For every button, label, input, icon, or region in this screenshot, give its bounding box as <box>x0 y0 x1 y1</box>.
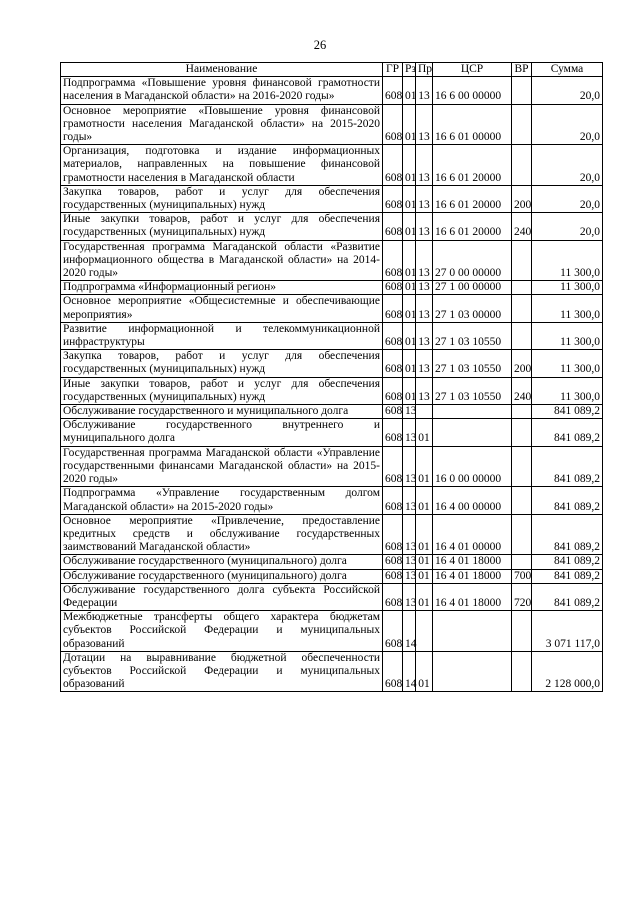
cell-gr: 608 <box>383 514 403 555</box>
cell-gr: 608 <box>383 104 403 145</box>
cell-csr: 27 0 00 00000 <box>433 240 512 281</box>
cell-pr: 01 <box>416 583 433 610</box>
cell-csr: 16 6 01 20000 <box>433 145 512 186</box>
cell-gr: 608 <box>383 377 403 404</box>
cell-pr: 01 <box>416 446 433 487</box>
header-rz: Рз <box>403 63 416 77</box>
cell-gr: 608 <box>383 350 403 377</box>
table-row <box>61 295 603 322</box>
header-vr: ВР <box>512 63 532 77</box>
table-row <box>61 281 603 295</box>
cell-rz: 13 <box>403 583 416 610</box>
header-pr: Пр <box>416 63 433 77</box>
table-header <box>61 63 603 77</box>
cell-gr: 608 <box>383 419 403 446</box>
cell-rz: 01 <box>403 213 416 240</box>
cell-rz: 01 <box>403 185 416 212</box>
table-row <box>61 487 603 514</box>
cell-vr <box>512 77 532 104</box>
cell-sum: 11 300,0 <box>532 240 603 281</box>
cell-vr <box>512 104 532 145</box>
cell-name: Развитие информационной и телекоммуникационной инфраструктуры <box>61 322 383 349</box>
cell-csr: 16 6 01 00000 <box>433 104 512 145</box>
table-row <box>61 555 603 569</box>
cell-sum: 11 300,0 <box>532 350 603 377</box>
cell-sum: 841 089,2 <box>532 446 603 487</box>
table-row <box>61 419 603 446</box>
cell-name: Основное мероприятие «Общесистемные и обеспечивающие мероприятия» <box>61 295 383 322</box>
cell-csr <box>433 611 512 652</box>
cell-sum: 3 071 117,0 <box>532 611 603 652</box>
table-row <box>61 611 603 652</box>
cell-pr: 13 <box>416 350 433 377</box>
table-row <box>61 583 603 610</box>
cell-gr: 608 <box>383 281 403 295</box>
cell-vr <box>512 240 532 281</box>
cell-csr: 27 1 03 10550 <box>433 377 512 404</box>
cell-gr: 608 <box>383 145 403 186</box>
cell-csr: 27 1 03 10550 <box>433 322 512 349</box>
cell-csr: 16 6 01 20000 <box>433 213 512 240</box>
cell-csr: 16 4 01 00000 <box>433 514 512 555</box>
header-gr: ГР <box>383 63 403 77</box>
cell-rz: 13 <box>403 555 416 569</box>
table-row <box>61 213 603 240</box>
table-row <box>61 377 603 404</box>
cell-rz: 13 <box>403 419 416 446</box>
cell-pr: 13 <box>416 322 433 349</box>
cell-gr: 608 <box>383 405 403 419</box>
cell-vr <box>512 514 532 555</box>
cell-pr: 13 <box>416 213 433 240</box>
table-row <box>61 446 603 487</box>
budget-table <box>60 62 603 692</box>
cell-gr: 608 <box>383 322 403 349</box>
cell-gr: 608 <box>383 583 403 610</box>
cell-csr: 16 4 01 18000 <box>433 569 512 583</box>
cell-pr: 01 <box>416 569 433 583</box>
cell-gr: 608 <box>383 555 403 569</box>
cell-rz: 01 <box>403 350 416 377</box>
cell-rz: 01 <box>403 295 416 322</box>
cell-vr: 240 <box>512 213 532 240</box>
cell-rz: 13 <box>403 514 416 555</box>
cell-sum: 841 089,2 <box>532 583 603 610</box>
cell-vr: 200 <box>512 350 532 377</box>
cell-sum: 20,0 <box>532 213 603 240</box>
cell-pr: 13 <box>416 104 433 145</box>
cell-sum: 11 300,0 <box>532 377 603 404</box>
cell-gr: 608 <box>383 240 403 281</box>
cell-vr <box>512 487 532 514</box>
cell-name: Межбюджетные трансферты общего характера бюджетам субъектов Российской Федерации и муниципальных образований <box>61 611 383 652</box>
cell-name: Государственная программа Магаданской области «Управление государственными финансами Магаданской области» на 2015-2020 годы» <box>61 446 383 487</box>
cell-name: Обслуживание государственного (муниципального) долга <box>61 569 383 583</box>
cell-gr: 608 <box>383 446 403 487</box>
cell-csr: 16 0 00 00000 <box>433 446 512 487</box>
cell-csr: 16 4 00 00000 <box>433 487 512 514</box>
cell-rz: 01 <box>403 77 416 104</box>
cell-sum: 841 089,2 <box>532 487 603 514</box>
cell-csr: 27 1 00 00000 <box>433 281 512 295</box>
cell-sum: 841 089,2 <box>532 514 603 555</box>
cell-gr: 608 <box>383 213 403 240</box>
cell-sum: 11 300,0 <box>532 281 603 295</box>
cell-gr: 608 <box>383 569 403 583</box>
cell-vr <box>512 419 532 446</box>
cell-rz: 13 <box>403 487 416 514</box>
cell-gr: 608 <box>383 295 403 322</box>
cell-pr: 13 <box>416 240 433 281</box>
cell-pr: 13 <box>416 377 433 404</box>
cell-vr <box>512 611 532 652</box>
table-row <box>61 145 603 186</box>
cell-vr: 240 <box>512 377 532 404</box>
cell-name: Подпрограмма «Управление государственным долгом Магаданской области» на 2015-2020 годы» <box>61 487 383 514</box>
cell-pr: 13 <box>416 185 433 212</box>
cell-vr <box>512 281 532 295</box>
cell-sum: 20,0 <box>532 77 603 104</box>
cell-sum: 20,0 <box>532 185 603 212</box>
cell-rz: 13 <box>403 569 416 583</box>
cell-rz: 01 <box>403 377 416 404</box>
cell-vr <box>512 405 532 419</box>
cell-csr <box>433 405 512 419</box>
cell-name: Организация, подготовка и издание информационных материалов, направленных на повышение финансовой грамотности населения в Магаданской области <box>61 145 383 186</box>
cell-name: Иные закупки товаров, работ и услуг для обеспечения государственных (муниципальных) нужд <box>61 377 383 404</box>
cell-pr <box>416 405 433 419</box>
cell-rz: 14 <box>403 611 416 652</box>
cell-pr: 13 <box>416 145 433 186</box>
cell-rz: 01 <box>403 104 416 145</box>
cell-pr: 13 <box>416 281 433 295</box>
cell-pr: 13 <box>416 77 433 104</box>
cell-gr: 608 <box>383 77 403 104</box>
cell-csr: 16 6 00 00000 <box>433 77 512 104</box>
cell-name: Обслуживание государственного долга субъекта Российской Федерации <box>61 583 383 610</box>
cell-csr <box>433 419 512 446</box>
table-row <box>61 322 603 349</box>
cell-name: Закупка товаров, работ и услуг для обеспечения государственных (муниципальных) нужд <box>61 185 383 212</box>
table-row <box>61 104 603 145</box>
cell-name: Подпрограмма «Повышение уровня финансовой грамотности населения в Магаданской области» на 2016-2020 годы» <box>61 77 383 104</box>
cell-name: Основное мероприятие «Повышение уровня финансовой грамотности населения Магаданской области» на 2015-2020 годы» <box>61 104 383 145</box>
cell-csr: 27 1 03 00000 <box>433 295 512 322</box>
cell-rz: 01 <box>403 322 416 349</box>
table-row <box>61 77 603 104</box>
table-row <box>61 569 603 583</box>
cell-rz: 13 <box>403 405 416 419</box>
cell-csr: 16 4 01 18000 <box>433 555 512 569</box>
cell-vr <box>512 145 532 186</box>
cell-csr: 16 6 01 20000 <box>433 185 512 212</box>
page-number: 26 <box>313 38 327 52</box>
cell-csr: 16 4 01 18000 <box>433 583 512 610</box>
cell-name: Дотации на выравнивание бюджетной обеспеченности субъектов Российской Федерации и муниципальных образований <box>61 651 383 692</box>
table-row <box>61 405 603 419</box>
cell-name: Обслуживание государственного и муниципального долга <box>61 405 383 419</box>
cell-gr: 608 <box>383 185 403 212</box>
cell-sum: 20,0 <box>532 104 603 145</box>
cell-pr: 01 <box>416 555 433 569</box>
table-row <box>61 514 603 555</box>
cell-sum: 841 089,2 <box>532 405 603 419</box>
cell-vr: 700 <box>512 569 532 583</box>
cell-name: Подпрограмма «Информационный регион» <box>61 281 383 295</box>
cell-sum: 20,0 <box>532 145 603 186</box>
header-csr: ЦСР <box>433 63 512 77</box>
header-sum: Сумма <box>532 63 603 77</box>
cell-sum: 841 089,2 <box>532 555 603 569</box>
cell-rz: 01 <box>403 281 416 295</box>
cell-pr: 13 <box>416 295 433 322</box>
cell-gr: 608 <box>383 487 403 514</box>
cell-pr: 01 <box>416 487 433 514</box>
cell-name: Обслуживание государственного внутреннего и муниципального долга <box>61 419 383 446</box>
table-row <box>61 651 603 692</box>
cell-vr <box>512 555 532 569</box>
table-row <box>61 350 603 377</box>
cell-vr <box>512 322 532 349</box>
cell-sum: 841 089,2 <box>532 569 603 583</box>
cell-name: Обслуживание государственного (муниципального) долга <box>61 555 383 569</box>
header-name: Наименование <box>61 63 383 77</box>
cell-vr <box>512 651 532 692</box>
table-row <box>61 185 603 212</box>
cell-rz: 01 <box>403 145 416 186</box>
cell-vr <box>512 295 532 322</box>
table-row <box>61 240 603 281</box>
cell-pr: 01 <box>416 514 433 555</box>
cell-name: Закупка товаров, работ и услуг для обеспечения государственных (муниципальных) нужд <box>61 350 383 377</box>
cell-sum: 841 089,2 <box>532 419 603 446</box>
cell-gr: 608 <box>383 611 403 652</box>
cell-pr: 01 <box>416 419 433 446</box>
cell-name: Основное мероприятие «Привлечение, предоставление кредитных средств и обслуживание государственных заимствований Магаданской области» <box>61 514 383 555</box>
cell-name: Иные закупки товаров, работ и услуг для обеспечения государственных (муниципальных) нужд <box>61 213 383 240</box>
cell-rz: 01 <box>403 240 416 281</box>
cell-csr <box>433 651 512 692</box>
cell-gr: 608 <box>383 651 403 692</box>
cell-vr <box>512 446 532 487</box>
cell-pr <box>416 611 433 652</box>
cell-rz: 14 <box>403 651 416 692</box>
cell-vr: 720 <box>512 583 532 610</box>
cell-pr: 01 <box>416 651 433 692</box>
cell-sum: 11 300,0 <box>532 322 603 349</box>
cell-vr: 200 <box>512 185 532 212</box>
cell-csr: 27 1 03 10550 <box>433 350 512 377</box>
cell-rz: 13 <box>403 446 416 487</box>
cell-sum: 2 128 000,0 <box>532 651 603 692</box>
table-body <box>61 77 603 692</box>
cell-name: Государственная программа Магаданской области «Развитие информационного общества в Магаданской области» на 2014-2020 годы» <box>61 240 383 281</box>
cell-sum: 11 300,0 <box>532 295 603 322</box>
